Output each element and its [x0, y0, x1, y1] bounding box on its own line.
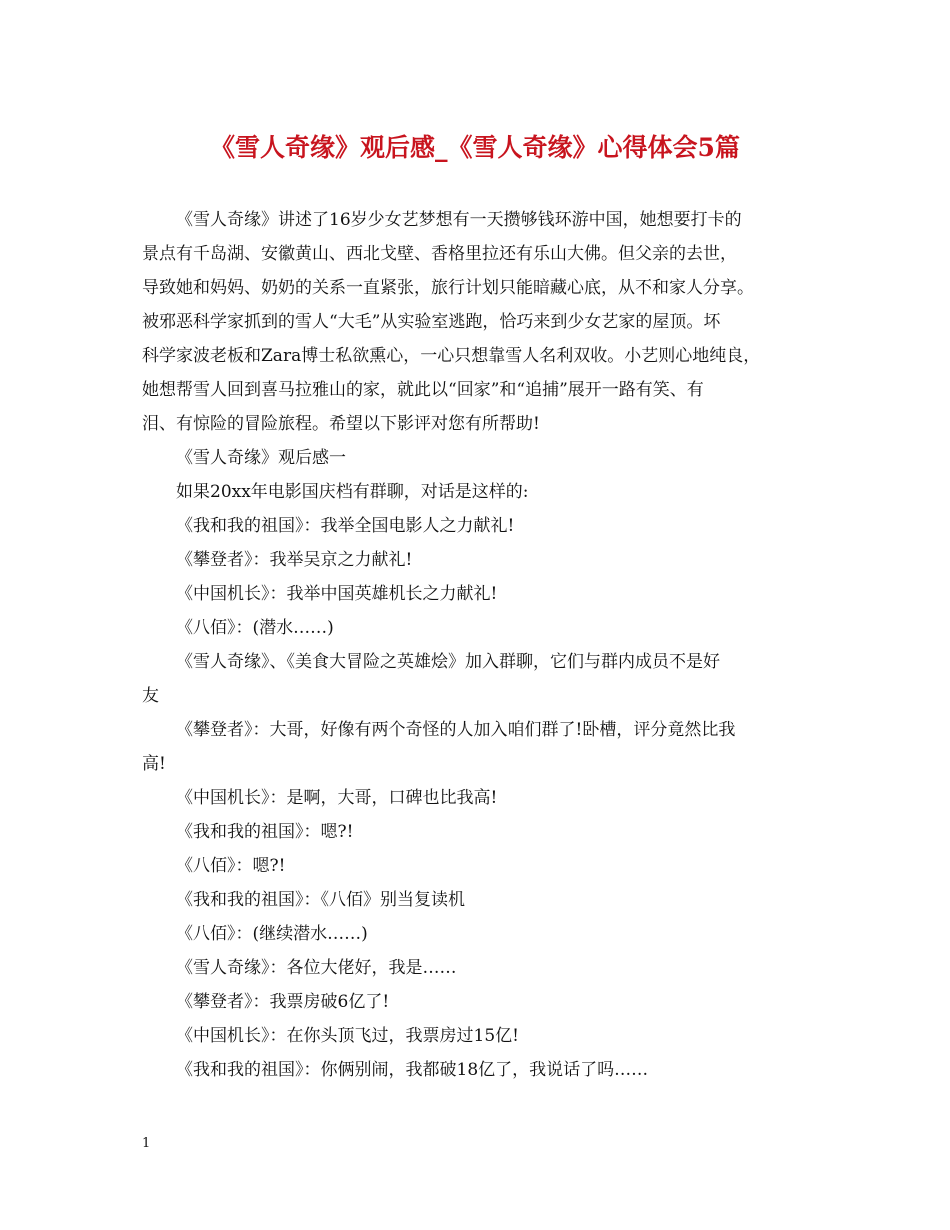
dialogue-paragraph: [142, 985, 832, 1019]
dialogue-line: 友: [142, 686, 159, 706]
dialogue-paragraph: [142, 917, 832, 951]
intro-line: 泪、有惊险的冒险旅程。希望以下影评对您有所帮助!: [142, 414, 540, 434]
dialogue-paragraph: [142, 1053, 832, 1087]
document-body: [142, 203, 832, 1087]
section-heading: 《雪人奇缘》观后感一: [176, 448, 346, 468]
dialogue-paragraph: [142, 543, 832, 577]
dialogue-paragraph: [142, 645, 832, 713]
dialogue-paragraph: [142, 815, 832, 849]
dialogue-line: 《中国机长》：我举中国英雄机长之力献礼!: [176, 584, 498, 604]
dialogue-paragraph: [142, 883, 832, 917]
dialogue-paragraph: [142, 577, 832, 611]
dialogue-line: 《雪人奇缘》：各位大佬好，我是……: [176, 958, 457, 978]
dialogue-list: [142, 475, 832, 1087]
intro-line: 被邪恶科学家抓到的雪人“大毛”从实验室逃跑，恰巧来到少女艺家的屋顶。坏: [142, 312, 721, 332]
dialogue-paragraph: [142, 713, 832, 781]
dialogue-paragraph: [142, 781, 832, 815]
dialogue-line: 如果20xx年电影国庆档有群聊，对话是这样的:: [176, 482, 529, 502]
page-number: 1: [142, 1136, 151, 1151]
dialogue-line: 《我和我的祖国》：《八佰》别当复读机: [176, 890, 465, 910]
dialogue-paragraph: [142, 509, 832, 543]
dialogue-line: 《中国机长》：在你头顶飞过，我票房过15亿!: [176, 1026, 519, 1046]
intro-line: 《雪人奇缘》讲述了16岁少女艺梦想有一天攒够钱环游中国，她想要打卡的: [176, 210, 742, 230]
dialogue-line: 《我和我的祖国》：我举全国电影人之力献礼!: [176, 516, 515, 536]
dialogue-paragraph: [142, 951, 832, 985]
intro-paragraph: [142, 203, 832, 441]
intro-line: 导致她和妈妈、奶奶的关系一直紧张，旅行计划只能暗藏心底，从不和家人分享。: [142, 278, 754, 298]
dialogue-paragraph: [142, 849, 832, 883]
intro-line: 科学家波老板和Zara博士私欲熏心，一心只想靠雪人名利双收。小艺则心地纯良，: [142, 346, 761, 366]
dialogue-line: 《雪人奇缘》、《美食大冒险之英雄烩》加入群聊，它们与群内成员不是好: [176, 652, 720, 672]
dialogue-line: 《攀登者》：大哥，好像有两个奇怪的人加入咱们群了!卧槽，评分竟然比我: [176, 720, 736, 740]
document-title: 《雪人奇缘》观后感_《雪人奇缘》心得体会5篇: [210, 133, 740, 162]
dialogue-line: 高!: [142, 754, 166, 774]
intro-line: 景点有千岛湖、安徽黄山、西北戈壁、香格里拉还有乐山大佛。但父亲的去世，: [142, 244, 737, 264]
dialogue-line: 《八佰》：(继续潜水……): [176, 924, 368, 944]
dialogue-paragraph: [142, 611, 832, 645]
dialogue-line: 《我和我的祖国》：你俩别闹，我都破18亿了，我说话了吗……: [176, 1060, 649, 1080]
dialogue-line: 《攀登者》：我举吴京之力献礼!: [176, 550, 413, 570]
intro-line: 她想帮雪人回到喜马拉雅山的家，就此以“回家”和“追捕”展开一路有笑、有: [142, 380, 704, 400]
dialogue-paragraph: [142, 475, 832, 509]
dialogue-line: 《中国机长》：是啊，大哥，口碑也比我高!: [176, 788, 498, 808]
dialogue-line: 《我和我的祖国》：嗯?!: [176, 822, 354, 842]
dialogue-line: 《八佰》：(潜水……): [176, 618, 334, 638]
dialogue-paragraph: [142, 1019, 832, 1053]
dialogue-line: 《攀登者》：我票房破6亿了!: [176, 992, 390, 1012]
dialogue-line: 《八佰》：嗯?!: [176, 856, 286, 876]
